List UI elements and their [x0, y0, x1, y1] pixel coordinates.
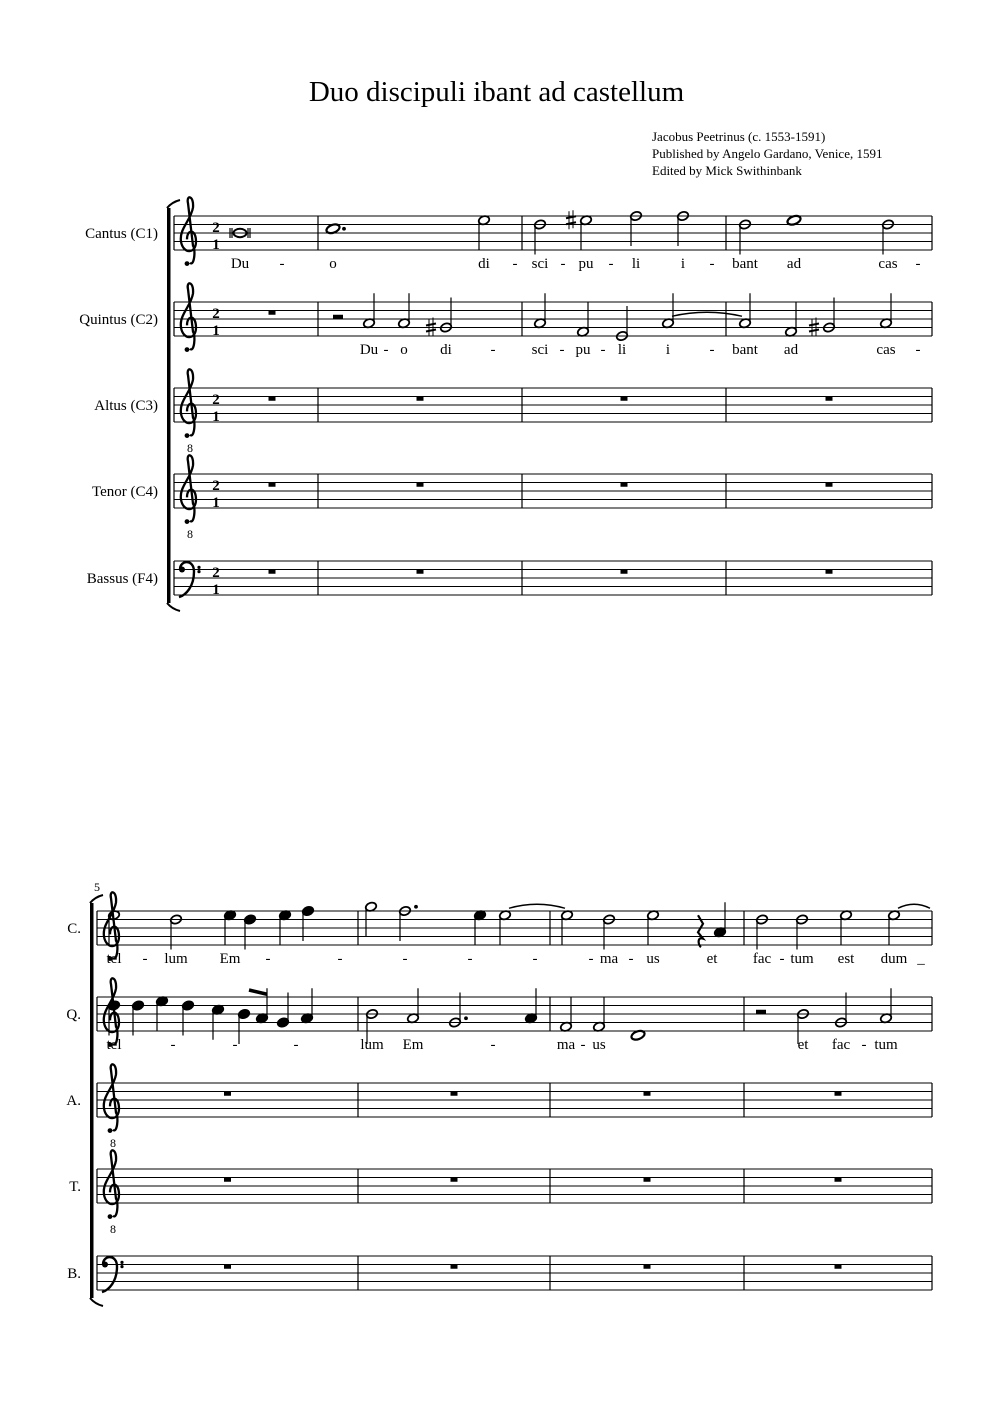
bracket-top	[167, 200, 180, 208]
note	[534, 293, 547, 329]
note	[739, 293, 752, 329]
time-signature-numerator: 2	[212, 220, 220, 236]
editor-credit: Edited by Mick Swithinbank	[652, 163, 802, 178]
bass-clef-icon	[102, 1257, 124, 1292]
lyric-syllable: _	[917, 951, 925, 967]
lyric-syllable: tel	[106, 951, 122, 967]
treble-clef-icon	[104, 1064, 119, 1149]
staff-label: A.	[66, 1093, 81, 1109]
note	[277, 993, 290, 1029]
time-signature-numerator: 2	[212, 478, 220, 494]
lyric-syllable: Em	[219, 951, 241, 967]
lyric-syllable: -	[915, 256, 921, 272]
time-signature-denominator: 1	[212, 582, 220, 598]
note	[840, 910, 853, 946]
whole-rest-icon	[835, 1092, 842, 1096]
publisher-credit: Published by Angelo Gardano, Venice, 1591	[652, 146, 883, 161]
octave-mark-icon: 8	[110, 1135, 116, 1150]
tie	[509, 904, 565, 908]
lyric-syllable: tum	[790, 951, 814, 967]
sharp-sign	[566, 216, 576, 218]
lyric-syllable: et	[706, 951, 718, 967]
sharp-sign	[426, 324, 436, 326]
lyric-syllable: i	[680, 256, 686, 272]
time-signature-numerator: 2	[212, 392, 220, 408]
lyric-syllable: Du	[359, 342, 379, 358]
lyric-syllable: ma	[599, 951, 619, 967]
lyric-syllable: -	[383, 342, 389, 358]
lyric-syllable: -	[580, 1037, 586, 1053]
note	[301, 988, 314, 1024]
beam	[249, 990, 267, 994]
time-signature-denominator: 1	[212, 323, 220, 339]
lyric-syllable: -	[265, 951, 271, 967]
whole-rest-icon	[826, 570, 833, 574]
lyric-syllable: ad	[783, 342, 799, 358]
treble-clef-icon	[181, 369, 196, 454]
whole-rest-icon	[269, 483, 276, 487]
lyric-syllable: -	[337, 951, 343, 967]
lyric-syllable: Du	[230, 256, 250, 272]
note	[363, 293, 376, 329]
treble-clef-icon	[181, 283, 196, 352]
lyric-syllable: pu	[575, 342, 591, 358]
time-signature-numerator: 2	[212, 306, 220, 322]
lyric-syllable: -	[861, 1037, 867, 1053]
lyric-syllable: i	[665, 342, 671, 358]
note	[478, 215, 491, 251]
note	[398, 293, 411, 329]
composer-credit: Jacobus Peetrinus (c. 1553-1591)	[652, 129, 826, 144]
staff-label: Q.	[66, 1007, 81, 1023]
note	[279, 910, 292, 946]
lyric-syllable: lum	[164, 951, 188, 967]
note	[525, 988, 538, 1024]
note	[182, 1000, 195, 1036]
lyric-syllable: o	[329, 256, 337, 272]
lyric-syllable: fac	[752, 951, 772, 967]
sharp-sign	[809, 330, 819, 332]
whole-rest-icon	[835, 1265, 842, 1269]
lyric-syllable: ad	[786, 256, 802, 272]
time-signature-numerator: 2	[212, 565, 220, 581]
bass-clef-icon	[179, 562, 201, 597]
lyric-syllable: lum	[360, 1037, 384, 1053]
treble-clef-icon	[181, 197, 196, 266]
lyric-syllable: tum	[874, 1037, 898, 1053]
whole-rest-icon	[224, 1178, 231, 1182]
lyric-syllable: -	[512, 256, 518, 272]
sharp-sign	[426, 330, 436, 332]
lyric-syllable: cas	[876, 342, 896, 358]
lyric-syllable: bant	[732, 256, 758, 272]
staff-label: B.	[67, 1266, 81, 1282]
quarter-rest-icon	[698, 915, 703, 947]
system-bracket	[167, 208, 171, 603]
note	[407, 988, 420, 1024]
note	[647, 910, 660, 946]
lyric-syllable: sci	[531, 342, 549, 358]
measure-number: 5	[94, 880, 100, 894]
lyric-syllable: -	[709, 342, 715, 358]
half-rest-icon	[756, 1010, 766, 1014]
lyric-syllable: -	[232, 1037, 238, 1053]
note	[302, 905, 315, 941]
whole-rest-icon	[224, 1092, 231, 1096]
staff-label: Bassus (F4)	[86, 571, 158, 587]
whole-rest-icon	[417, 483, 424, 487]
lyric-syllable: -	[628, 951, 634, 967]
note	[880, 293, 893, 329]
system-bracket	[90, 903, 94, 1298]
whole-rest-icon	[451, 1092, 458, 1096]
lyric-syllable: -	[532, 951, 538, 967]
dot	[414, 905, 418, 909]
lyric-syllable: Em	[402, 1037, 424, 1053]
lyric-syllable: -	[709, 256, 715, 272]
whole-rest-icon	[417, 570, 424, 574]
note	[156, 996, 169, 1032]
note	[399, 905, 418, 941]
note	[714, 902, 727, 938]
lyric-syllable: -	[170, 1037, 176, 1053]
lyric-syllable: -	[279, 256, 285, 272]
lyric-syllable: li	[617, 342, 627, 358]
note	[224, 910, 237, 946]
time-signature-denominator: 1	[212, 409, 220, 425]
lyric-syllable: pu	[578, 256, 594, 272]
bracket-top	[90, 895, 103, 903]
note	[809, 298, 835, 337]
lyric-syllable: -	[608, 256, 614, 272]
note	[365, 901, 378, 937]
treble-clef-icon	[104, 1150, 119, 1235]
half-rest-icon	[333, 315, 343, 319]
lyric-syllable: sci	[531, 256, 549, 272]
note	[499, 910, 512, 946]
lyric-syllable: di	[440, 342, 452, 358]
note	[577, 302, 590, 338]
lyric-syllable: -	[559, 342, 565, 358]
whole-rest-icon	[621, 570, 628, 574]
lyric-syllable: -	[490, 1037, 496, 1053]
staff-label: C.	[67, 921, 81, 937]
time-signature-denominator: 1	[212, 237, 220, 253]
lyric-syllable: -	[142, 951, 148, 967]
staff-label: Altus (C3)	[94, 398, 158, 414]
octave-mark-icon: 8	[110, 1221, 116, 1236]
lyric-syllable: us	[592, 1037, 606, 1053]
lyric-syllable: o	[400, 342, 408, 358]
tie	[672, 312, 742, 316]
sharp-sign	[566, 222, 576, 224]
whole-rest-icon	[621, 397, 628, 401]
note	[662, 293, 675, 329]
lyric-syllable: et	[797, 1037, 809, 1053]
note	[238, 1008, 251, 1044]
staff-label: Quintus (C2)	[79, 312, 158, 328]
dot	[342, 227, 346, 231]
whole-rest-icon	[269, 397, 276, 401]
staff-label: Cantus (C1)	[85, 226, 158, 242]
lyric-syllable: -	[402, 951, 408, 967]
lyric-syllable: cas	[878, 256, 898, 272]
lyric-syllable: -	[779, 951, 785, 967]
whole-rest-icon	[826, 397, 833, 401]
lyric-syllable: bant	[732, 342, 758, 358]
staff-label: Tenor (C4)	[91, 484, 158, 500]
lyric-syllable: li	[631, 256, 641, 272]
note	[212, 1004, 225, 1040]
staff-label: T.	[69, 1179, 81, 1195]
whole-rest-icon	[451, 1178, 458, 1182]
lyric-syllable: -	[560, 256, 566, 272]
whole-rest-icon	[269, 311, 276, 315]
lyric-syllable: -	[588, 951, 594, 967]
tie	[898, 904, 930, 908]
lyric-syllable: dum	[880, 951, 908, 967]
lyric-syllable: ma	[556, 1037, 576, 1053]
note	[560, 997, 573, 1033]
note	[593, 997, 606, 1033]
bracket-bottom	[167, 603, 180, 611]
whole-rest-icon	[644, 1265, 651, 1269]
lyric-syllable: -	[467, 951, 473, 967]
whole-rest-icon	[269, 570, 276, 574]
piece-title: Duo discipuli ibant ad castellum	[308, 76, 685, 108]
whole-rest-icon	[451, 1265, 458, 1269]
lyric-syllable: -	[915, 342, 921, 358]
octave-mark-icon: 8	[187, 440, 193, 455]
note	[880, 988, 893, 1024]
note	[132, 1000, 145, 1036]
lyric-syllable: -	[293, 1037, 299, 1053]
lyric-syllable: fac	[831, 1037, 851, 1053]
time-signature-denominator: 1	[212, 495, 220, 511]
note	[474, 910, 487, 946]
whole-rest-icon	[826, 483, 833, 487]
whole-rest-icon	[224, 1265, 231, 1269]
whole-rest-icon	[835, 1178, 842, 1182]
note	[785, 302, 798, 338]
lyric-syllable: tel	[106, 1037, 122, 1053]
note	[888, 910, 901, 946]
whole-rest-icon	[644, 1178, 651, 1182]
dot	[464, 1016, 468, 1020]
lyric-syllable: us	[646, 951, 660, 967]
lyric-syllable: est	[837, 951, 855, 967]
sharp-sign	[809, 324, 819, 326]
note	[426, 298, 452, 337]
whole-rest-icon	[417, 397, 424, 401]
lyric-syllable: -	[600, 342, 606, 358]
whole-rest-icon	[644, 1092, 651, 1096]
whole-rest-icon	[621, 483, 628, 487]
lyric-syllable: -	[490, 342, 496, 358]
note	[244, 914, 257, 950]
octave-mark-icon: 8	[187, 526, 193, 541]
bracket-bottom	[90, 1298, 103, 1306]
lyric-syllable: di	[478, 256, 490, 272]
treble-clef-icon	[181, 455, 196, 540]
note	[561, 910, 574, 946]
